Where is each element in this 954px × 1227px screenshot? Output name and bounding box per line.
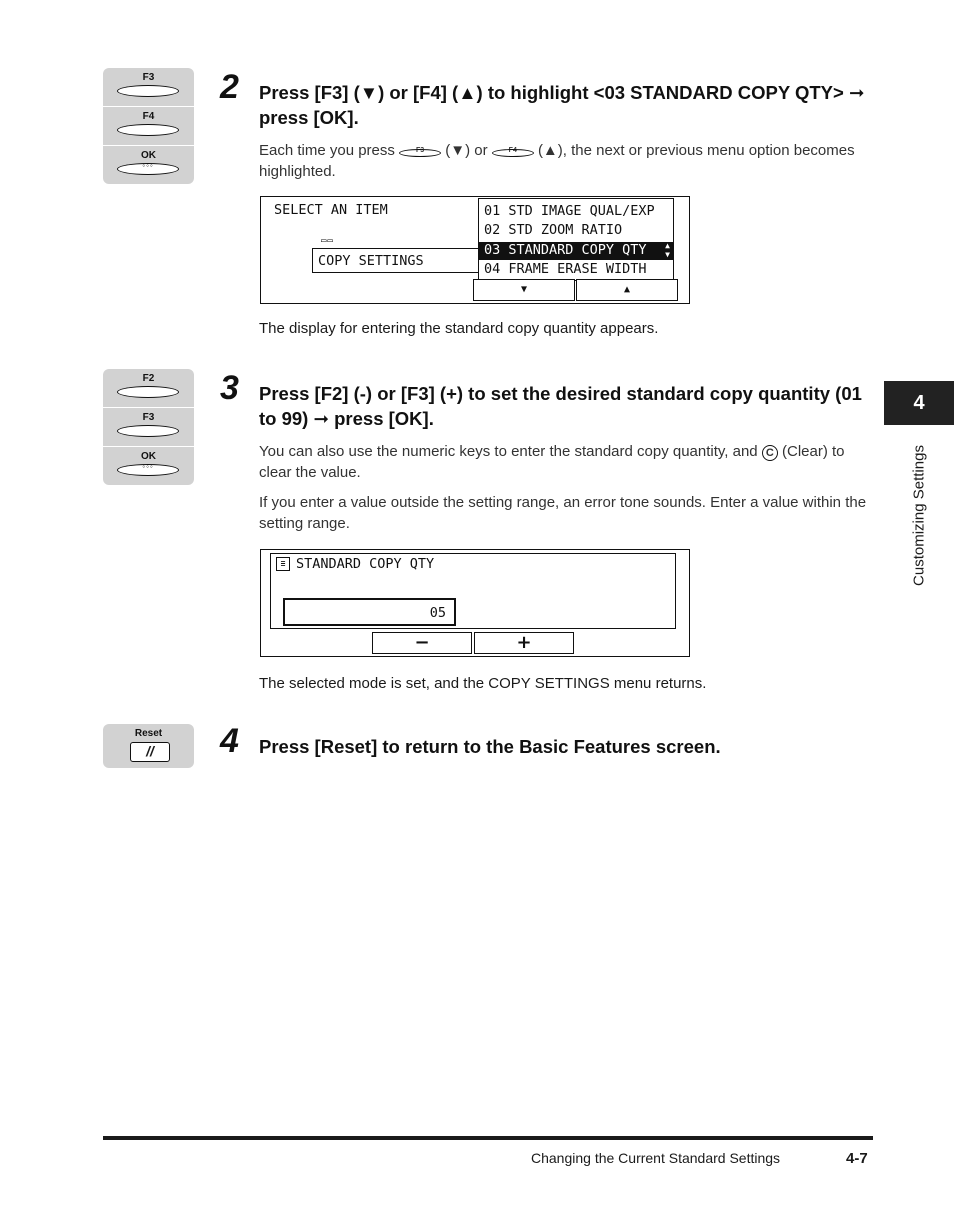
step-2-heading: Press [F3] (▼) or [F4] (▲) to highlight <03 STANDARD COPY QTY> ➞ press [OK].	[259, 82, 865, 128]
standard-copy-qty-screen	[260, 549, 690, 657]
step-2-caption: The display for entering the standard copy quantity appears.	[259, 320, 659, 337]
ok-key-step3	[103, 446, 194, 485]
up-arrow-icon: ▲	[623, 284, 631, 295]
step-3-body-1-part2: (Clear) to clear the value.	[259, 443, 845, 481]
step-3-number: 3	[220, 369, 239, 407]
f4-key-icon	[117, 124, 179, 136]
step-3-heading: Press [F2] (-) or [F3] (+) to set the desired standard copy quantity (01 to 99) ➞ press [OK].	[259, 383, 862, 429]
reset-key	[103, 724, 194, 768]
menu-level-icon: ▭▭	[321, 236, 334, 246]
f3-key-icon-step3	[117, 425, 179, 437]
step-4-number: 4	[220, 722, 239, 760]
step3-keys	[103, 369, 194, 485]
menu-item-02[interactable]: 02 STD ZOOM RATIO	[484, 222, 623, 238]
footer-section-title: Changing the Current Standard Settings	[531, 1150, 781, 1166]
f4-inline-key-icon: F4	[492, 143, 534, 157]
step-2-number: 2	[220, 68, 239, 106]
step-4-heading: Press [Reset] to return to the Basic Features screen.	[259, 736, 721, 757]
step-2-body-part2: (▼) or	[445, 142, 488, 159]
f3-key	[103, 68, 194, 106]
current-menu-label: COPY SETTINGS	[318, 253, 424, 269]
f3-key-label: F3	[142, 72, 155, 83]
footer-rule	[103, 1136, 873, 1140]
step-3-body-1	[259, 441, 871, 483]
current-menu-box	[312, 248, 482, 273]
step-2-body	[259, 140, 871, 182]
menu-item-03-selected[interactable]: 03 STANDARD COPY QTY ▲ ▼	[479, 242, 673, 260]
f3-key-label-step3: F3	[142, 412, 155, 423]
f2-key-icon	[117, 386, 179, 398]
page-number: 4-7	[846, 1150, 868, 1167]
f4-key	[103, 106, 194, 145]
f3-inline-key-icon: F3	[399, 143, 441, 157]
step2-keys	[103, 68, 194, 184]
select-item-screen	[260, 196, 690, 304]
screen1-title: SELECT AN ITEM	[274, 202, 388, 218]
down-arrow-icon: ▼	[520, 284, 528, 295]
copy-qty-mode-icon: ≡	[276, 557, 290, 571]
f2-minus-softkey[interactable]	[372, 632, 472, 654]
f3-down-softkey[interactable]	[473, 279, 575, 301]
ok-key-icon: ◦◦◦	[117, 163, 179, 175]
scroll-updown-icon: ▲ ▼	[665, 241, 670, 259]
screen2-title: STANDARD COPY QTY	[296, 556, 435, 572]
minus-icon: −	[414, 632, 430, 653]
chapter-tab: 4	[884, 381, 954, 425]
ok-key	[103, 145, 194, 184]
copy-qty-value: 05	[429, 605, 446, 621]
chapter-side-label-text: Customizing Settings	[910, 445, 928, 586]
f3-key-icon	[117, 85, 179, 97]
reset-key-label: Reset	[134, 728, 163, 739]
step-3-body-2: If you enter a value outside the setting range, an error tone sounds. Enter a value within the setting range.	[259, 494, 867, 532]
reset-key-icon: //	[130, 742, 170, 762]
ok-key-icon-step3: ◦◦◦	[117, 464, 179, 476]
f2-key-label: F2	[142, 373, 155, 384]
f4-key-label: F4	[142, 111, 155, 122]
step-3-body-1-part1: You can also use the numeric keys to enter the standard copy quantity, and	[259, 443, 758, 460]
f2-key	[103, 369, 194, 407]
menu-item-04[interactable]: 04 FRAME ERASE WIDTH	[484, 261, 647, 277]
clear-key-icon: C	[762, 445, 778, 461]
plus-icon: +	[516, 632, 532, 653]
menu-list	[478, 198, 674, 281]
ok-key-label-step3: OK	[141, 451, 156, 462]
ok-key-label: OK	[141, 150, 156, 161]
f3-plus-softkey[interactable]	[474, 632, 574, 654]
f4-up-softkey[interactable]	[576, 279, 678, 301]
step-2-body-part3: (▲), the next or previous menu option becomes highlighted.	[259, 142, 855, 180]
step-2-body-part1: Each time you press	[259, 142, 395, 159]
copy-qty-value-field[interactable]	[283, 598, 456, 626]
menu-item-01[interactable]: 01 STD IMAGE QUAL/EXP	[484, 203, 655, 219]
step-3-caption: The selected mode is set, and the COPY SETTINGS menu returns.	[259, 675, 707, 692]
f3-key-step3	[103, 407, 194, 446]
